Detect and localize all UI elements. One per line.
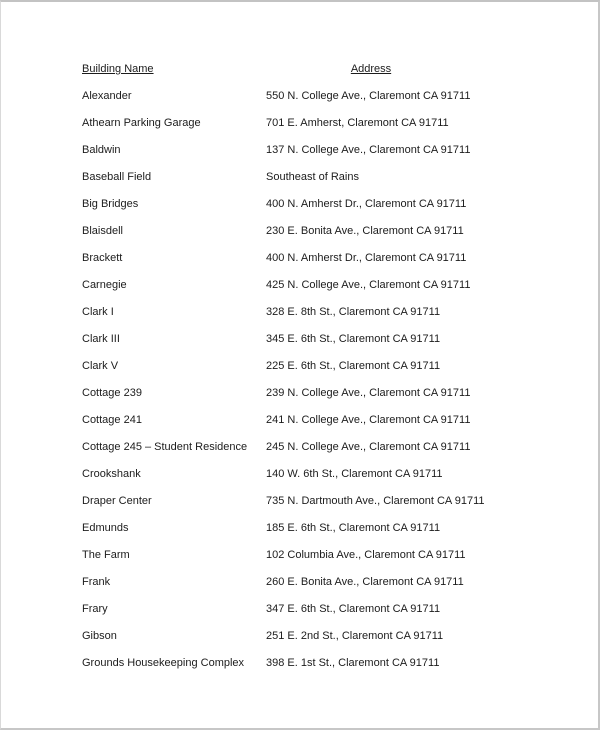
building-name-cell: Clark III	[82, 333, 120, 345]
building-address-cell: 701 E. Amherst, Claremont CA 91711	[266, 117, 449, 129]
building-name-cell: Carnegie	[82, 279, 127, 291]
building-address-cell: 137 N. College Ave., Claremont CA 91711	[266, 144, 471, 156]
building-address-cell: 241 N. College Ave., Claremont CA 91711	[266, 414, 471, 426]
building-name-cell: Cottage 239	[82, 387, 142, 399]
building-name-cell: Cottage 241	[82, 414, 142, 426]
building-name-cell: Frank	[82, 576, 111, 588]
building-address-cell: 230 E. Bonita Ave., Claremont CA 91711	[266, 225, 464, 237]
table-row	[82, 596, 578, 623]
table-row	[82, 650, 578, 677]
column-header-building-name: Building Name	[82, 63, 154, 75]
table-row	[82, 623, 578, 650]
table-row	[82, 542, 578, 569]
building-address-cell: 239 N. College Ave., Claremont CA 91711	[266, 387, 471, 399]
table-row	[82, 461, 578, 488]
table-row	[82, 191, 578, 218]
building-address-cell: 345 E. 6th St., Claremont CA 91711	[266, 333, 441, 345]
building-name-cell: Baseball Field	[82, 171, 152, 183]
building-name-cell: Clark V	[82, 360, 119, 372]
building-name-cell: Frary	[82, 603, 108, 615]
building-address-cell: 550 N. College Ave., Claremont CA 91711	[266, 90, 471, 102]
building-name-cell: Baldwin	[82, 144, 121, 156]
table-row	[82, 434, 578, 461]
building-name-cell: Draper Center	[82, 495, 152, 507]
table-row	[82, 272, 578, 299]
building-address-cell: 245 N. College Ave., Claremont CA 91711	[266, 441, 471, 453]
table-row	[82, 218, 578, 245]
table-row	[82, 245, 578, 272]
building-name-cell: Brackett	[82, 252, 123, 264]
table-row	[82, 299, 578, 326]
building-address-cell: 328 E. 8th St., Claremont CA 91711	[266, 306, 441, 318]
building-name-cell: Big Bridges	[82, 198, 139, 210]
building-address-cell: 140 W. 6th St., Claremont CA 91711	[266, 468, 443, 480]
building-name-cell: Cottage 245 – Student Residence	[82, 441, 248, 453]
building-name-cell: Alexander	[82, 90, 132, 102]
building-address-cell: 398 E. 1st St., Claremont CA 91711	[266, 657, 440, 669]
table-header-row	[82, 56, 578, 83]
building-address-cell: 251 E. 2nd St., Claremont CA 91711	[266, 630, 444, 642]
table-rows	[82, 83, 578, 677]
building-name-cell: Athearn Parking Garage	[82, 117, 201, 129]
building-address-cell: 400 N. Amherst Dr., Claremont CA 91711	[266, 198, 467, 210]
table-row	[82, 488, 578, 515]
building-address-cell: 425 N. College Ave., Claremont CA 91711	[266, 279, 471, 291]
building-name-cell: Clark I	[82, 306, 114, 318]
building-name-cell: The Farm	[82, 549, 130, 561]
building-name-cell: Edmunds	[82, 522, 129, 534]
building-address-cell: 225 E. 6th St., Claremont CA 91711	[266, 360, 441, 372]
building-address-cell: 260 E. Bonita Ave., Claremont CA 91711	[266, 576, 464, 588]
table-row	[82, 569, 578, 596]
building-address-cell: 102 Columbia Ave., Claremont CA 91711	[266, 549, 466, 561]
building-address-cell: 735 N. Dartmouth Ave., Claremont CA 91711	[266, 495, 485, 507]
building-address-cell: 347 E. 6th St., Claremont CA 91711	[266, 603, 441, 615]
column-header-address: Address	[350, 63, 392, 75]
building-directory-table	[82, 56, 578, 677]
table-row	[82, 137, 578, 164]
building-address-cell: 185 E. 6th St., Claremont CA 91711	[266, 522, 441, 534]
building-name-cell: Grounds Housekeeping Complex	[82, 657, 245, 669]
table-row	[82, 83, 578, 110]
table-row	[82, 326, 578, 353]
building-name-cell: Crookshank	[82, 468, 141, 480]
table-row	[82, 353, 578, 380]
table-row	[82, 164, 578, 191]
building-address-cell: Southeast of Rains	[266, 171, 359, 183]
table-row	[82, 515, 578, 542]
building-address-cell: 400 N. Amherst Dr., Claremont CA 91711	[266, 252, 467, 264]
table-row	[82, 407, 578, 434]
table-row	[82, 110, 578, 137]
table-row	[82, 380, 578, 407]
building-name-cell: Blaisdell	[82, 225, 123, 237]
building-name-cell: Gibson	[82, 630, 117, 642]
